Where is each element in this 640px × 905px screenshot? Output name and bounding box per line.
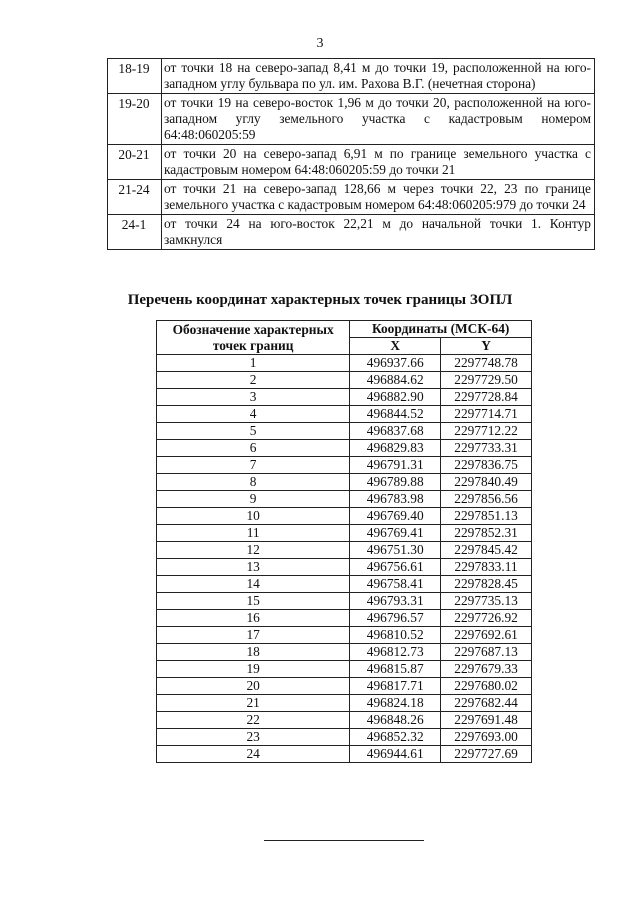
coordinate-y: 2297851.13 (441, 508, 532, 525)
table-row (157, 457, 532, 474)
header-point-designation: Обозначение характерных точек границ (157, 321, 350, 355)
table-row (157, 474, 532, 491)
coordinate-x: 496824.18 (350, 695, 441, 712)
header-coordinates: Координаты (МСК-64) (350, 321, 532, 338)
coordinate-x: 496756.61 (350, 559, 441, 576)
coordinate-x: 496812.73 (350, 644, 441, 661)
table-row (108, 215, 595, 250)
coordinate-y: 2297679.33 (441, 661, 532, 678)
coordinate-y: 2297836.75 (441, 457, 532, 474)
point-number: 15 (157, 593, 350, 610)
header-row (157, 321, 532, 338)
coordinate-y: 2297735.13 (441, 593, 532, 610)
point-number: 7 (157, 457, 350, 474)
table-row (157, 576, 532, 593)
point-number: 20 (157, 678, 350, 695)
table-row (157, 559, 532, 576)
coordinate-x: 496844.52 (350, 406, 441, 423)
point-number: 21 (157, 695, 350, 712)
coordinate-y: 2297691.48 (441, 712, 532, 729)
segment-id: 19-20 (108, 94, 162, 145)
point-number: 13 (157, 559, 350, 576)
point-number: 22 (157, 712, 350, 729)
segment-description: от точки 24 на юго-восток 22,21 м до начальной точки 1. Контур замкнулся (162, 215, 595, 250)
coordinate-y: 2297852.31 (441, 525, 532, 542)
point-number: 24 (157, 746, 350, 763)
coordinate-x: 496796.57 (350, 610, 441, 627)
table-row (108, 180, 595, 215)
point-number: 17 (157, 627, 350, 644)
point-number: 4 (157, 406, 350, 423)
point-number: 2 (157, 372, 350, 389)
table-row (157, 644, 532, 661)
table-row (157, 712, 532, 729)
table-row (157, 423, 532, 440)
coordinate-x: 496769.40 (350, 508, 441, 525)
coordinate-y: 2297833.11 (441, 559, 532, 576)
table-row (157, 355, 532, 372)
coordinates-table (156, 320, 532, 763)
coordinate-y: 2297714.71 (441, 406, 532, 423)
coordinate-y: 2297845.42 (441, 542, 532, 559)
table-row (157, 678, 532, 695)
point-number: 3 (157, 389, 350, 406)
point-number: 12 (157, 542, 350, 559)
coordinate-y: 2297692.61 (441, 627, 532, 644)
point-number: 1 (157, 355, 350, 372)
section-title: Перечень координат характерных точек границы ЗОПЛ (127, 292, 513, 308)
table-row (108, 59, 595, 94)
coordinate-x: 496815.87 (350, 661, 441, 678)
coordinate-y: 2297748.78 (441, 355, 532, 372)
coordinate-x: 496769.41 (350, 525, 441, 542)
coordinate-y: 2297729.50 (441, 372, 532, 389)
point-number: 5 (157, 423, 350, 440)
coordinate-x: 496817.71 (350, 678, 441, 695)
point-number: 10 (157, 508, 350, 525)
segment-id: 18-19 (108, 59, 162, 94)
coordinate-y: 2297856.56 (441, 491, 532, 508)
coordinate-y: 2297687.13 (441, 644, 532, 661)
point-number: 8 (157, 474, 350, 491)
coordinate-y: 2297728.84 (441, 389, 532, 406)
table-row (108, 94, 595, 145)
table-row (157, 627, 532, 644)
coordinates-body (157, 355, 532, 763)
coordinate-y: 2297727.69 (441, 746, 532, 763)
coordinate-y: 2297712.22 (441, 423, 532, 440)
coordinate-y: 2297840.49 (441, 474, 532, 491)
header-y: Y (441, 338, 532, 355)
coordinate-x: 496783.98 (350, 491, 441, 508)
coordinate-y: 2297680.02 (441, 678, 532, 695)
segment-id: 20-21 (108, 145, 162, 180)
coordinate-x: 496789.88 (350, 474, 441, 491)
table-row (157, 440, 532, 457)
coordinate-x: 496810.52 (350, 627, 441, 644)
coordinate-y: 2297693.00 (441, 729, 532, 746)
point-number: 14 (157, 576, 350, 593)
point-number: 16 (157, 610, 350, 627)
table-row (157, 610, 532, 627)
coordinate-y: 2297733.31 (441, 440, 532, 457)
table-row (157, 729, 532, 746)
route-segments-table (107, 58, 595, 250)
segment-description: от точки 19 на северо-восток 1,96 м до точки 20, расположенной на юго-западном углу земельного участка с кадастровым номером 64:48:060205:59 (162, 94, 595, 145)
table-row (157, 508, 532, 525)
coordinate-x: 496937.66 (350, 355, 441, 372)
point-number: 9 (157, 491, 350, 508)
page-number: 3 (316, 36, 324, 51)
table-row (157, 389, 532, 406)
coordinate-x: 496884.62 (350, 372, 441, 389)
point-number: 11 (157, 525, 350, 542)
table-row (157, 525, 532, 542)
coordinate-x: 496852.32 (350, 729, 441, 746)
footer-rule (264, 840, 424, 841)
table-row (157, 593, 532, 610)
coordinate-x: 496758.41 (350, 576, 441, 593)
coordinate-x: 496837.68 (350, 423, 441, 440)
header-x: X (350, 338, 441, 355)
point-number: 18 (157, 644, 350, 661)
point-number: 6 (157, 440, 350, 457)
table-row (157, 491, 532, 508)
coordinate-x: 496944.61 (350, 746, 441, 763)
table-row (108, 145, 595, 180)
coordinate-x: 496848.26 (350, 712, 441, 729)
coordinate-x: 496751.30 (350, 542, 441, 559)
coordinate-x: 496829.83 (350, 440, 441, 457)
table-row (157, 695, 532, 712)
segment-id: 21-24 (108, 180, 162, 215)
point-number: 23 (157, 729, 350, 746)
coordinate-x: 496791.31 (350, 457, 441, 474)
coordinate-y: 2297828.45 (441, 576, 532, 593)
table-row (157, 372, 532, 389)
table-row (157, 406, 532, 423)
coordinate-x: 496882.90 (350, 389, 441, 406)
coordinate-y: 2297682.44 (441, 695, 532, 712)
segment-description: от точки 20 на северо-запад 6,91 м по границе земельного участка с кадастровым номером 64:48:060205:59 до точки 21 (162, 145, 595, 180)
table-row (157, 542, 532, 559)
coordinate-x: 496793.31 (350, 593, 441, 610)
segment-id: 24-1 (108, 215, 162, 250)
table-row (157, 661, 532, 678)
coordinate-y: 2297726.92 (441, 610, 532, 627)
table-row (157, 746, 532, 763)
point-number: 19 (157, 661, 350, 678)
segment-description: от точки 21 на северо-запад 128,66 м через точки 22, 23 по границе земельного участка с кадастровым номером 64:48:060205:979 до точки 24 (162, 180, 595, 215)
segment-description: от точки 18 на северо-запад 8,41 м до точки 19, расположенной на юго-западном углу бульвара по ул. им. Рахова В.Г. (нечетная сторона) (162, 59, 595, 94)
